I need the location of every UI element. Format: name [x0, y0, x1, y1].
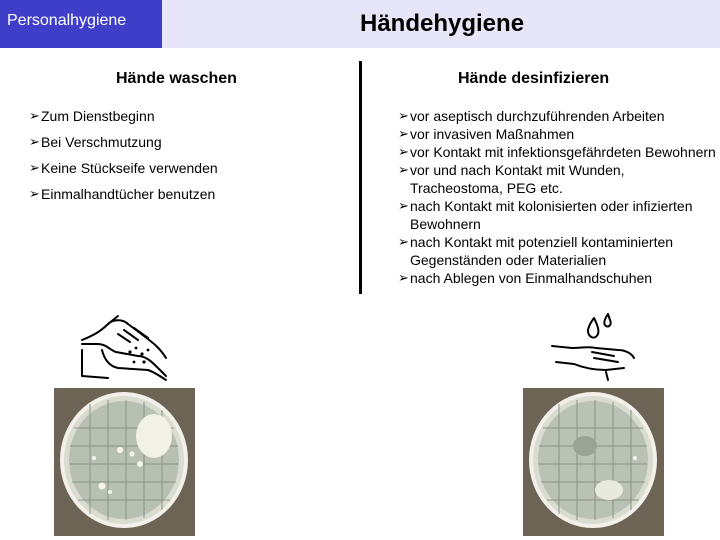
arrow-bullet-icon: ➢: [398, 162, 409, 177]
list-item: ➢ vor aseptisch durchzuführenden Arbeiten: [398, 108, 665, 124]
arrow-bullet-icon: ➢: [398, 270, 409, 285]
section-tab: [0, 0, 162, 48]
column-divider: [359, 61, 362, 294]
disinfection-list: [398, 107, 716, 287]
arrow-bullet-icon: ➢: [398, 198, 409, 213]
list-item: ➢ nach Kontakt mit potenziell kontaminierten Gegenständen oder Materialien: [398, 234, 674, 268]
right-column-heading: Hände desinfizieren: [458, 70, 610, 87]
page-title: Händehygiene: [360, 10, 525, 37]
section-label: Personalhygiene: [7, 12, 127, 29]
list-item: ➢ Zum Dienstbeginn: [29, 108, 155, 124]
list-item: ➢ vor invasiven Maßnahmen: [398, 126, 575, 142]
list-item: ➢ nach Kontakt mit kolonisierten oder infizierten Bewohnern: [398, 198, 693, 232]
handwash-illustration: [78, 312, 172, 382]
left-column-heading: Hände waschen: [116, 70, 237, 87]
arrow-bullet-icon: ➢: [398, 234, 409, 249]
arrow-bullet-icon: ➢: [398, 108, 409, 123]
arrow-bullet-icon: ➢: [29, 134, 40, 149]
list-item: ➢ vor Kontakt mit infektionsgefährdeten Bewohnern: [398, 144, 716, 160]
list-item: ➢ Einmalhandtücher benutzen: [29, 186, 216, 202]
petri-dish-disinfection-photo: [523, 388, 664, 536]
petri-dish-handwash-photo: [54, 388, 195, 536]
list-item: ➢ vor und nach Kontakt mit Wunden, Tracheostoma, PEG etc.: [398, 162, 625, 196]
arrow-bullet-icon: ➢: [29, 186, 40, 201]
list-item: ➢ Keine Stückseife verwenden: [29, 160, 218, 176]
arrow-bullet-icon: ➢: [398, 126, 409, 141]
arrow-bullet-icon: ➢: [29, 160, 40, 175]
disinfection-illustration: [548, 312, 638, 382]
handwash-list: [29, 108, 349, 212]
arrow-bullet-icon: ➢: [29, 108, 40, 123]
list-item: ➢ nach Ablegen von Einmalhandschuhen: [398, 270, 653, 286]
list-item: ➢ Bei Verschmutzung: [29, 134, 162, 150]
arrow-bullet-icon: ➢: [398, 144, 409, 159]
